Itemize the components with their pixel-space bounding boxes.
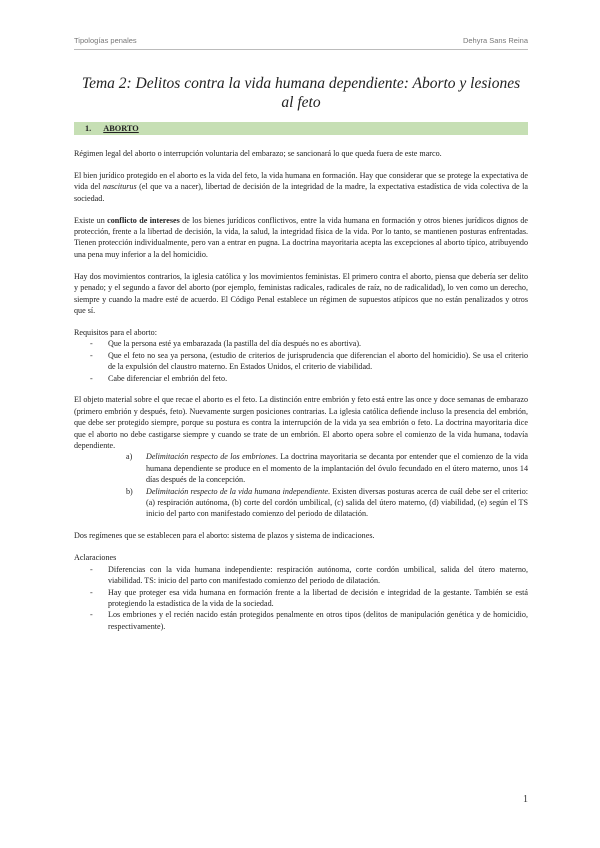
- paragraph-regimenes: Dos regímenes que se establecen para el aborto: sistema de plazos y sistema de indicaciones.: [74, 531, 375, 541]
- text-run: El bien jurídico protegido en el aborto es la vida del feto, la vida humana en formación. Hay que considerar que se protege la expectativa de vida del: [74, 170, 528, 192]
- page-number: 1: [523, 794, 528, 805]
- list-marker: a): [126, 452, 133, 462]
- paragraph-objeto-material: El objeto material sobre el que recae el aborto es el feto. La distinción entre embrión y feto está entre las once y doce semanas de embarazo (primero embrión y después, feto). Nuevamente surgen posiciones contrarias. La iglesia católica defiende incluso la presencia del embrión, que debe ser protegido siempre, porque su postura es contra la interrupción de la vida ya sea embrión o feto. La doctrina mayoritaria dice que el aborto no debe castigarse siempre y cuando se trate de un embrión. El aborto opera sobre el comienzo de la vida humana, todavía dependiente.: [74, 395, 528, 451]
- list-item-text: Diferencias con la vida humana independiente: respiración autónoma, corte cordón umbilical, salida del útero materno, viabilidad. TS: inicio del parto con manifestado comienzo del periodo de dilatación.: [108, 564, 528, 586]
- list-item: [74, 373, 528, 384]
- dash-marker: -: [90, 587, 93, 597]
- delimitaciones-list: [74, 451, 528, 519]
- dash-marker: -: [90, 610, 93, 620]
- header-divider: [74, 49, 528, 50]
- italic-term: Delimitación respecto de la vida humana independiente: [146, 486, 329, 496]
- header-left: Tipologías penales: [74, 36, 137, 45]
- list-item-text: . La doctrina mayoritaria se decanta por entender que el comienzo de la vida humana dependiente se produce en el momento de la implantación del óvulo fecundado en el útero materno, unos 14 días después de la concepción.: [146, 452, 528, 485]
- section-label: ABORTO: [103, 124, 139, 133]
- list-item: [74, 486, 528, 520]
- italic-term: Delimitación respecto de los embriones: [146, 452, 276, 462]
- header-right: Dehyra Sans Reina: [462, 36, 528, 45]
- list-item-text: Hay que proteger esa vida humana en formación frente a la libertad de decisión e integridad de la gestante. También se está protegiendo la estadística de la vida de la sociedad.: [108, 587, 528, 608]
- list-item: [74, 587, 528, 610]
- dash-marker: -: [90, 339, 93, 349]
- list-item-text: . Existen diversas posturas acerca de cuál debe ser el criterio: (a) respiración autónoma, (b) corte del cordón umbilical, (c) salida del útero materno, (d) viabilidad, (e) según el TS inicio del parto con manifestado comienzo del periodo de dilatación.: [146, 486, 528, 519]
- list-item-text: Los embriones y el recién nacido están protegidos penalmente en otros tipos (delitos de manipulación genética y de homicidio, respectivamente).: [108, 610, 528, 631]
- dash-marker: -: [90, 373, 93, 383]
- aclaraciones-list: [74, 564, 528, 632]
- requisitos-list: [74, 338, 528, 384]
- paragraph-regimen: Régimen legal del aborto o interrupción voluntaria del embarazo; se sancionará lo que queda fuera de este marco.: [74, 149, 442, 158]
- document-body: [74, 148, 528, 643]
- section-heading: [74, 122, 528, 135]
- list-item: [74, 338, 528, 349]
- list-item-text: Cabe diferenciar el embrión del feto.: [108, 373, 228, 383]
- paragraph-conflicto: [74, 215, 528, 261]
- list-item: [74, 609, 528, 632]
- bold-term: conflicto de intereses: [107, 215, 180, 225]
- text-run: Existe un: [74, 215, 108, 225]
- dash-marker: -: [90, 350, 93, 360]
- text-run: (el que va a nacer), libertad de decisión de la integridad de la madre, la expectativa estadística de vida colectiva de la sociedad.: [74, 182, 528, 203]
- requisitos-intro: Requisitos para el aborto:: [74, 327, 157, 337]
- aclaraciones-intro: Aclaraciones: [74, 553, 117, 563]
- list-item-text: Que la persona esté ya embarazada (la pastilla del día después no es abortiva).: [108, 339, 362, 349]
- page-title: Tema 2: Delitos contra la vida humana dependiente: Aborto y lesiones al feto: [81, 75, 521, 111]
- paragraph-movimientos: Hay dos movimientos contrarios, la iglesia católica y los movimientos feministas. El primero contra el aborto, piensa que debería ser delito y penado; y el segundo a favor del aborto (por ejemplo, feministas radicales, radicales de raíz, no de radicalidad), lo ven como un derecho, siempre y cuando la madre esté de acuerdo. El Código Penal establece un régimen de supuestos atípicos que no están penalizados y otros que sí.: [74, 271, 528, 315]
- list-item-text: Que el feto no sea ya persona, (estudio de criterios de jurisprudencia que diferencian el aborto del homicidio). Se usa el criterio de la expulsión del claustro materno. En Estados Unidos, el criterio de viabilidad.: [108, 350, 528, 372]
- text-run: de los bienes jurídicos conflictivos, entre la vida humana en formación y otros bienes jurídicos dignos de protección, frente a la libertad de decisión, la vida, la salud, la integridad física de la vida. Por lo tanto, se mantienen posturas enfrentadas. Tienen protección individualmente, pero van a entrar en pugna. La doctrina mayoritaria acepta las excepciones al aborto típico, atribuyendo una pena muy inferior a la del homicidio.: [74, 215, 528, 259]
- section-number: 1.: [85, 124, 92, 133]
- italic-term: nasciturus: [102, 182, 137, 192]
- list-item: [74, 564, 528, 587]
- list-item: [74, 350, 528, 373]
- dash-marker: -: [90, 564, 93, 574]
- list-marker: b): [126, 486, 133, 496]
- list-item: [74, 451, 528, 485]
- paragraph-bien-juridico: [74, 170, 528, 204]
